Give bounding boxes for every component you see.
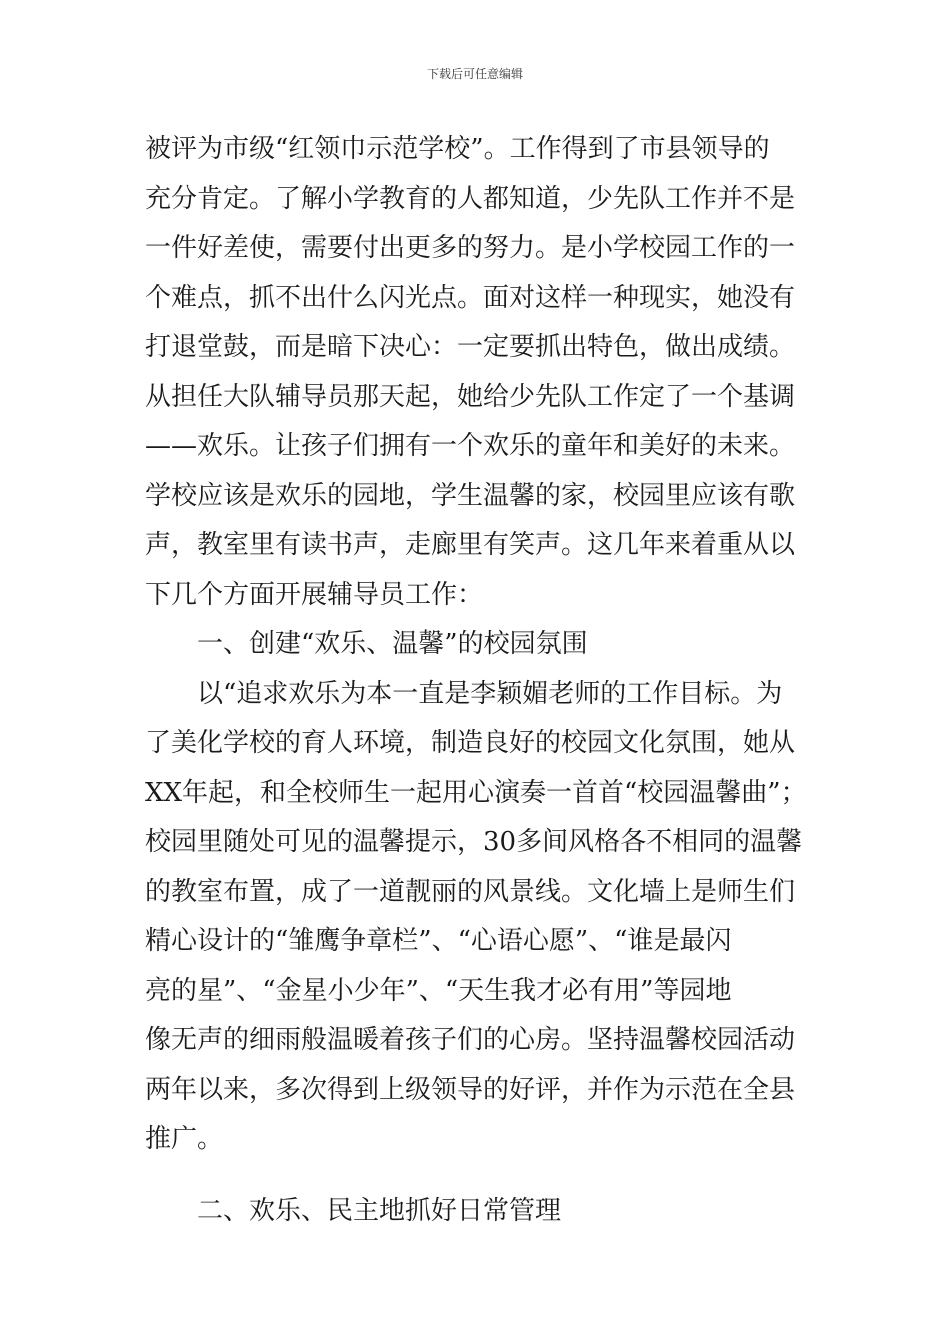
text-line: 个难点，抓不出什么闪光点。面对这样一种现实，她没有 [145,282,796,313]
text-line: 精心设计的“雏鹰争章栏”、“心语心愿”、“谁是最闪 [145,926,732,956]
text-line: 充分肯定。了解小学教育的人都知道，少先队工作并不是 [145,183,796,214]
document-body [145,125,815,1236]
text-line: 从担任大队辅导员那天起，她给少先队工作定了一个基调 [145,381,796,412]
text-line: 被评为市级“红领巾示范学校”。工作得到了市县领导的 [145,134,770,164]
text-line: 亮的星”、“金星小少年”、“天生我才必有用”等园地 [145,975,732,1006]
text-line: 了美化学校的育人环境，制造良好的校园文化氛围，她从 [145,728,796,758]
text-line: 两年以来，多次得到上级领导的好评，并作为示范在全县 [145,1074,796,1105]
text-line: 下几个方面开展辅导员工作： [145,579,484,610]
text-line: 学校应该是欢乐的园地，学生温馨的家，校园里应该有歌 [145,480,796,511]
section-heading-2: 二、欢乐、民主地抓好日常管理 [197,1195,562,1226]
text-line: ——欢乐。让孩子们拥有一个欢乐的童年和美好的未来。 [145,431,796,461]
text-line: 声，教室里有读书声，走廊里有笑声。这几年来着重从以 [145,530,796,560]
text-line: 的教室布置，成了一道靓丽的风景线。文化墙上是师生们 [145,876,796,907]
text-line: 打退堂鼓，而是暗下决心：一定要抓出特色，做出成绩。 [145,332,796,362]
paragraph-spacer [145,1165,815,1187]
text-line: XX年起，和全校师生一起用心演奏一首首“校园温馨曲”； [145,777,807,808]
text-line: 校园里随处可见的温馨提示，30多间风格各不相同的温馨 [145,827,803,857]
text-line: 以“追求欢乐为本一直是李颖媚老师的工作目标。为 [197,678,783,709]
text-line: 像无声的细雨般温暖着孩子们的心房。坚持温馨校园活动 [145,1025,796,1055]
text-line: 推广。 [145,1124,224,1154]
page-header-note: 下载后可任意编辑 [426,67,523,81]
section-heading-1: 一、创建“欢乐、温馨”的校园氛围 [197,629,588,659]
text-line: 一件好差使，需要付出更多的努力。是小学校园工作的一 [145,233,796,263]
